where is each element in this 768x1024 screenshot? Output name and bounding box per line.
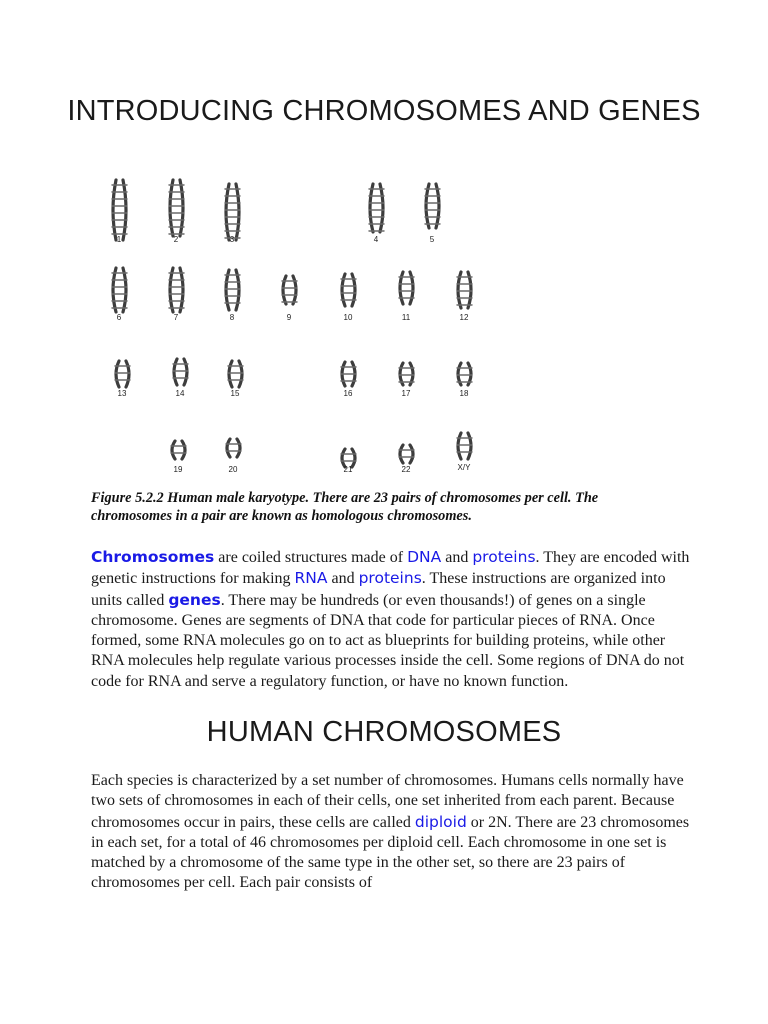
chromosome bbox=[123, 268, 126, 312]
link-chromosomes[interactable]: Chromosomes bbox=[91, 548, 215, 566]
chromosome bbox=[113, 180, 116, 240]
chromosome bbox=[182, 441, 185, 459]
chromosome-pair bbox=[341, 449, 356, 474]
chromosome-number-label: 5 bbox=[429, 235, 435, 244]
chromosome-pair bbox=[341, 362, 356, 398]
figure-caption: Figure 5.2.2 Human male karyotype. There are 23 pairs of chromosomes per cell. The chromosomes in a pair are known as homologous chromosomes. bbox=[91, 490, 599, 524]
chromosome bbox=[236, 270, 239, 310]
chromosome-number-label: 2 bbox=[173, 235, 179, 244]
link-proteins-2[interactable]: proteins bbox=[358, 569, 422, 588]
chromosome bbox=[370, 184, 373, 232]
chromosome bbox=[116, 361, 119, 387]
paragraph-chromosomes bbox=[91, 547, 691, 692]
chromosome bbox=[237, 439, 240, 457]
karyotype-image bbox=[92, 172, 492, 484]
text-run: . These instructions are organized into units called bbox=[91, 570, 666, 609]
chromosome-number-label: 8 bbox=[229, 313, 235, 322]
chromosome-number-label: X/Y bbox=[457, 463, 471, 472]
chromosome bbox=[227, 439, 230, 457]
chromosome bbox=[468, 433, 471, 459]
chromosome-pair bbox=[399, 445, 414, 474]
chromosome-pair bbox=[169, 180, 184, 244]
chromosome-pair bbox=[225, 184, 240, 244]
chromosome bbox=[180, 268, 183, 312]
chromosome-number-label: 6 bbox=[116, 313, 122, 322]
chromosome-number-label: 16 bbox=[343, 389, 353, 398]
chromosome-pair bbox=[225, 270, 240, 322]
chromosome bbox=[293, 276, 296, 304]
chromosome-number-label: 18 bbox=[459, 389, 469, 398]
chromosome-number-label: 3 bbox=[229, 235, 235, 244]
chromosome-number-label: 9 bbox=[286, 313, 292, 322]
chromosome-pair bbox=[369, 184, 384, 244]
chromosome-pair bbox=[169, 268, 184, 322]
chromosome-pair bbox=[399, 363, 414, 398]
chromosome bbox=[380, 184, 383, 232]
link-dna[interactable]: DNA bbox=[407, 548, 442, 566]
chromosome bbox=[239, 361, 242, 387]
link-rna[interactable]: RNA bbox=[294, 569, 328, 588]
chromosome bbox=[436, 184, 439, 228]
chromosome-pair bbox=[171, 441, 186, 474]
chromosome-pair bbox=[399, 272, 414, 322]
paragraph-human-chromosomes bbox=[91, 771, 691, 894]
chromosome bbox=[229, 361, 232, 387]
chromosome bbox=[458, 433, 461, 459]
chromosome-number-label: 12 bbox=[459, 313, 469, 322]
chromosome-number-label: 20 bbox=[228, 465, 238, 474]
text-run: or 2N. There are 23 chromosomes in each set, for a total of 46 chromosomes per diploid cell. Each chromosome in one set is matched by a chromosome of the same type in the other set, so there are 23 pairs of chromosomes per cell. Each pair consists of bbox=[91, 813, 690, 892]
chromosome-number-label: 22 bbox=[401, 465, 411, 474]
chromosome-pair bbox=[425, 184, 440, 244]
karyotype-figure bbox=[92, 172, 492, 484]
chromosome-pair bbox=[173, 359, 188, 398]
text-run: are coiled structures made of bbox=[214, 549, 408, 566]
chromosome-pair bbox=[115, 361, 130, 398]
link-proteins[interactable]: proteins bbox=[472, 548, 536, 566]
chromosome bbox=[184, 359, 187, 385]
chromosome bbox=[410, 445, 413, 463]
chromosome bbox=[170, 268, 173, 312]
chromosome bbox=[126, 361, 129, 387]
chromosome bbox=[123, 180, 126, 240]
chromosome-number-label: 15 bbox=[230, 389, 240, 398]
text-run: . They are encoded with genetic instructions for making bbox=[91, 549, 690, 588]
chromosome-pair bbox=[457, 363, 472, 398]
chromosome-number-label: 17 bbox=[401, 389, 411, 398]
text-run: and bbox=[441, 549, 473, 566]
chromosome-number-label: 13 bbox=[117, 389, 127, 398]
chromosome-pair bbox=[341, 274, 356, 322]
page-title: INTRODUCING CHROMOSOMES AND GENES bbox=[67, 95, 701, 127]
chromosome bbox=[172, 441, 175, 459]
text-run: Each species is characterized by a set number of chromosomes. Humans cells normally have two sets of chromosomes in each of their cells, one set inherited from each parent. Because chromosomes occur in pairs, these cells are called bbox=[91, 772, 684, 831]
chromosome-pair bbox=[457, 272, 472, 322]
chromosome bbox=[226, 270, 229, 310]
text-run: . There may be hundreds (or even thousands!) of genes on a single chromosome. Genes are segments of DNA that code for particular pieces of RNA. Once formed, some RNA molecules go on to act as blueprints for building proteins, while other RNA molecules help regulate various processes inside the cell. Some regions of DNA do not code for RNA and serve a regulatory function, or have no known function. bbox=[91, 591, 685, 690]
chromosome-number-label: 19 bbox=[173, 465, 183, 474]
chromosome bbox=[283, 276, 286, 304]
chromosome-number-label: 14 bbox=[175, 389, 185, 398]
chromosome-pair bbox=[112, 180, 127, 244]
chromosome-pair bbox=[228, 361, 243, 398]
text-run: and bbox=[327, 570, 359, 588]
section-title: HUMAN CHROMOSOMES bbox=[206, 716, 562, 748]
chromosome bbox=[400, 445, 403, 463]
chromosome-pair bbox=[226, 439, 241, 474]
chromosome-number-label: 7 bbox=[173, 313, 179, 322]
chromosome-number-label: 1 bbox=[116, 235, 122, 244]
chromosome-number-label: 4 bbox=[373, 235, 379, 244]
chromosome-pair bbox=[282, 276, 297, 322]
chromosome-number-label: 21 bbox=[343, 465, 353, 474]
link-diploid[interactable]: diploid bbox=[414, 812, 467, 831]
chromosome bbox=[174, 359, 177, 385]
link-genes[interactable]: genes bbox=[168, 590, 221, 609]
chromosome bbox=[426, 184, 429, 228]
chromosome-pair bbox=[112, 268, 127, 322]
chromosome-number-label: 10 bbox=[343, 313, 353, 322]
chromosome bbox=[113, 268, 116, 312]
chromosome-number-label: 11 bbox=[401, 313, 411, 322]
chromosome-pair bbox=[457, 433, 472, 472]
